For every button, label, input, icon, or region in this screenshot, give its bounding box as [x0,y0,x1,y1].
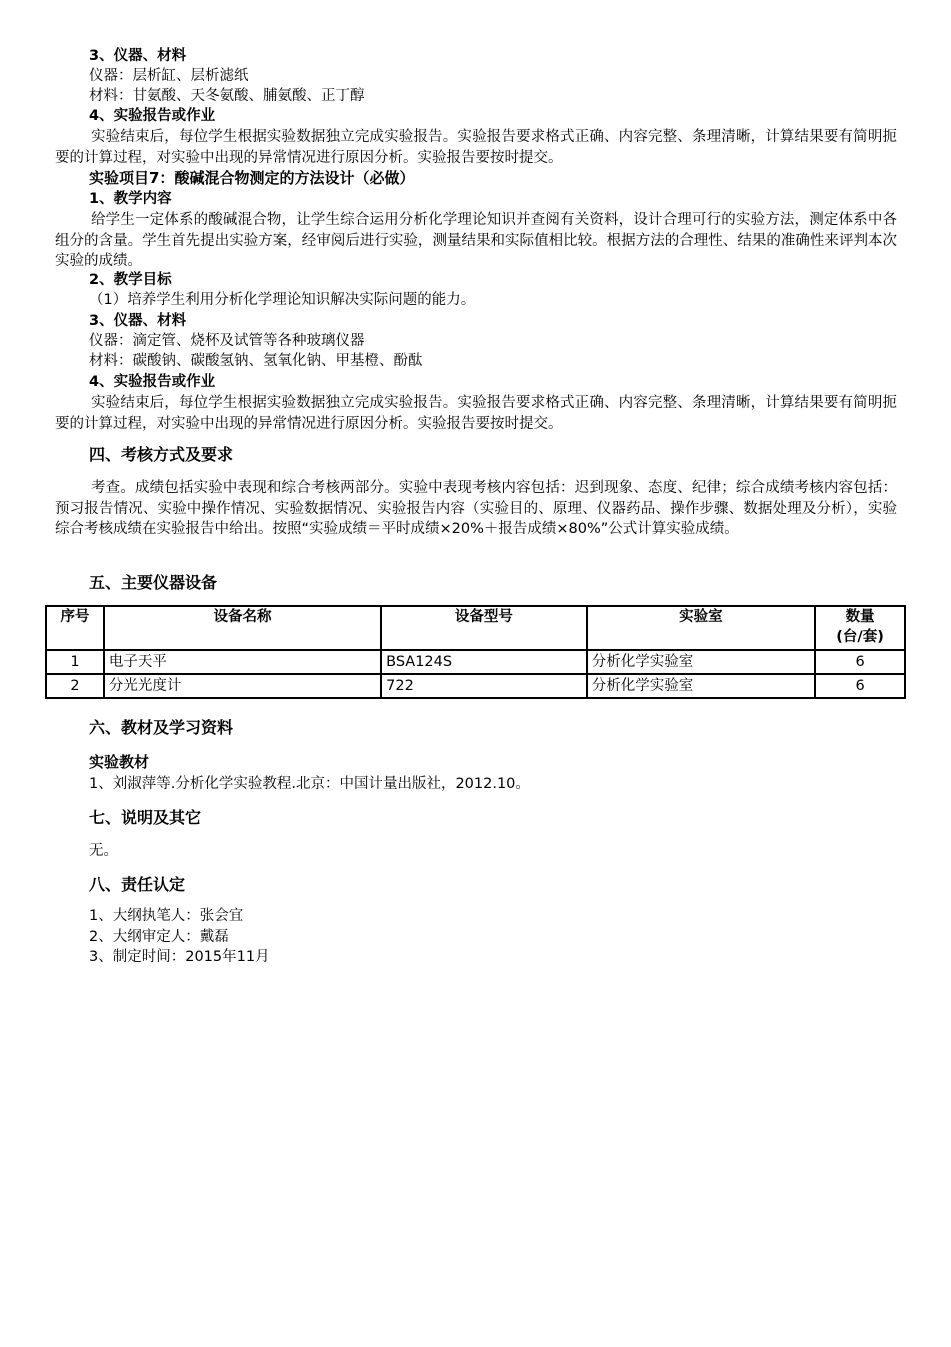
p7-instruments-line: 仪器：滴定管、烧杯及试管等各种玻璃仪器 [89,333,365,349]
table-header-row [46,606,905,650]
section4-title: 四、考核方式及要求 [89,445,234,464]
cell-name: 电子天平 [104,650,381,674]
p7-heading-report: 4、实验报告或作业 [89,374,216,390]
header-model: 设备型号 [381,606,587,650]
section5-title: 五、主要仪器设备 [89,573,218,592]
section6-title: 六、教材及学习资料 [89,718,234,737]
cell-name: 分光光度计 [104,674,381,698]
p7-heading-content: 1、教学内容 [89,191,172,207]
cell-quantity: 6 [815,674,905,698]
assessment-paragraph: 考查。成绩包括实验中表现和综合考核两部分。实验中表现考核内容包括：迟到现象、态度、纪律；综合成绩考核内容包括：预习报告情况、实验中操作情况、实验数据情况、实验报告内容（实验目的、原理、仪器药品、操作步骤、数据处理及分析），实验综合考核成绩在实验报告中给出。按照“实验成绩＝平时成绩×20%＋报告成绩×80%”公式计算实验成绩。 [55,480,897,537]
header-quantity [815,606,905,650]
cell-model: 722 [381,674,587,698]
textbook-item: 1、刘淑萍等.分析化学实验教程.北京：中国计量出版社，2012.10。 [89,776,530,792]
author-line: 1、大纲执笔人：张会宜 [89,908,244,924]
reviewer-line: 2、大纲审定人：戴磊 [89,929,229,945]
p7-goal-line: （1）培养学生利用分析化学理论知识解决实际问题的能力。 [89,292,476,308]
p7-heading-instruments: 3、仪器、材料 [89,313,187,329]
header-index: 序号 [46,606,104,650]
section-heading-instruments: 3、仪器、材料 [89,48,187,64]
notes-text: 无。 [89,843,118,859]
header-name: 设备名称 [104,606,381,650]
header-quantity-label: 数量 [845,609,875,625]
cell-quantity: 6 [815,650,905,674]
table-row [46,674,905,698]
table-row [46,650,905,674]
cell-model: BSA124S [381,650,587,674]
project7-title: 实验项目7：酸碱混合物测定的方法设计（必做） [89,169,415,187]
header-quantity-unit: (台/套) [836,629,884,645]
report-paragraph: 实验结束后，每位学生根据实验数据独立完成实验报告。实验报告要求格式正确、内容完整、条理清晰，计算结果要有简明扼要的计算过程，对实验中出现的异常情况进行原因分析。实验报告要按时提交。 [55,129,897,166]
instruments-line: 仪器：层析缸、层析滤纸 [89,68,249,84]
section-heading-report: 4、实验报告或作业 [89,108,216,124]
cell-lab: 分析化学实验室 [587,650,815,674]
equipment-table [45,605,906,699]
materials-line: 材料：甘氨酸、天冬氨酸、脯氨酸、正丁醇 [89,88,365,104]
p7-report-paragraph: 实验结束后，每位学生根据实验数据独立完成实验报告。实验报告要求格式正确、内容完整、条理清晰，计算结果要有简明扼要的计算过程，对实验中出现的异常情况进行原因分析。实验报告要按时提交。 [55,395,897,432]
section7-title: 七、说明及其它 [89,808,202,827]
cell-lab: 分析化学实验室 [587,674,815,698]
header-lab: 实验室 [587,606,815,650]
cell-index: 1 [46,650,104,674]
p7-materials-line: 材料：碳酸钠、碳酸氢钠、氢氧化钠、甲基橙、酚酞 [89,353,423,369]
section8-title: 八、责任认定 [89,875,186,894]
date-line: 3、制定时间：2015年11月 [89,949,270,965]
p7-content-paragraph: 给学生一定体系的酸碱混合物，让学生综合运用分析化学理论知识并查阅有关资料，设计合理可行的实验方法，测定体系中各组分的含量。学生首先提出实验方案，经审阅后进行实验，测量结果和实际值相比较。根据方法的合理性、结果的准确性来评判本次实验的成绩。 [55,212,897,269]
p7-heading-goal: 2、教学目标 [89,272,172,288]
cell-index: 2 [46,674,104,698]
textbook-subheading: 实验教材 [89,753,150,771]
